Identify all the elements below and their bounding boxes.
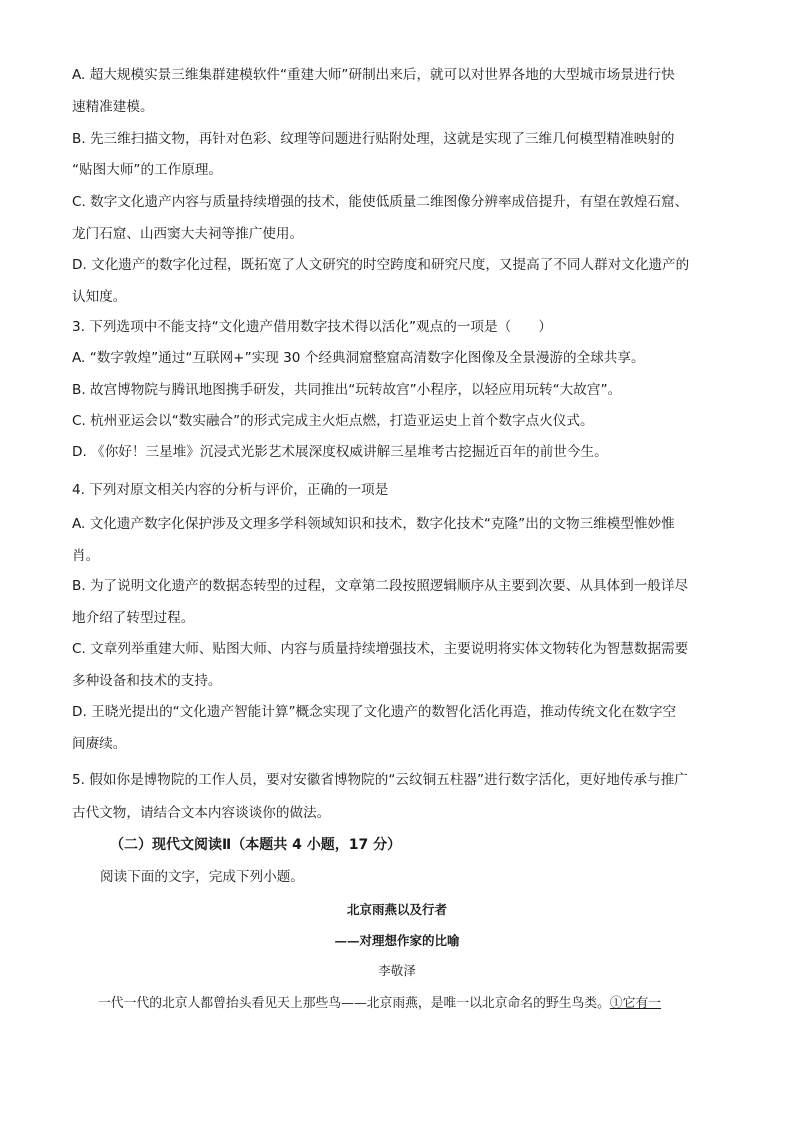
option-line: 间赓续。 (72, 736, 127, 752)
article-text: 一代一代的北京人都曾抬头看见天上那些鸟——北京雨燕，是唯一以北京命名的野生鸟类。 (98, 996, 610, 1011)
option-line: 地介绍了转型过程。 (72, 610, 195, 626)
option-line: 认知度。 (72, 289, 127, 305)
article-author: 李敬泽 (378, 963, 416, 978)
option-line: C. 文章列举重建大师、贴图大师、内容与质量持续增强技术，主要说明将实体文物转化为智慧数据需要 (72, 641, 689, 657)
option-line: 肖。 (72, 548, 100, 564)
option-line: D. 文化遗产的数字化过程，既拓宽了人文研究的时空跨度和研究尺度，又提高了不同人群对文化遗产的 (72, 257, 690, 273)
instruction-text: 阅读下面的文字，完成下列小题。 (100, 869, 304, 885)
question-5: 5. 假如你是博物院的工作人员，要对安徽省博物院的“云纹铜五柱器”进行数字活化，更好地传承与推广 (72, 772, 688, 788)
question-3: 3. 下列选项中不能支持“文化遗产借用数字技术得以活化”观点的一项是（ ） (72, 319, 552, 335)
option-line: C. 数字文化遗产内容与质量持续增强的技术，能使低质量二维图像分辨率成倍提升，有望在敦煌石窟、 (72, 194, 689, 210)
article-title: 北京雨燕以及行者 (346, 902, 447, 917)
article-first-line (98, 995, 718, 1013)
option-line: 龙门石窟、山西窦大夫祠等推广使用。 (72, 226, 304, 242)
option-line: A. “数字敦煌”通过“互联网+”实现 30 个经典洞窟整窟高清数字化图像及全景漫游的全球共享。 (72, 350, 645, 366)
article-underlined-text: ①它有一 (609, 996, 662, 1011)
option-line: D. 《你好！三星堆》沉浸式光影艺术展深度权威讲解三星堆考古挖掘近百年的前世今生。 (72, 444, 608, 460)
option-line: A. 文化遗产数字化保护涉及文理多学科领域知识和技术，数字化技术“克隆”出的文物三维模型惟妙惟 (72, 516, 675, 532)
option-line: B. 为了说明文化遗产的数据态转型的过程，文章第二段按照逻辑顺序从主要到次要、从具体到一般详尽 (72, 578, 689, 594)
option-line: B. 先三维扫描文物，再针对色彩、纹理等问题进行贴附处理，这就是实现了三维几何模型精准映射的 (72, 131, 675, 147)
option-line: 速精准建模。 (72, 99, 154, 115)
option-line: D. 王晓光提出的“文化遗产智能计算”概念实现了文化遗产的数智化活化再造，推动传统文化在数字空 (72, 704, 677, 720)
option-line: 多种设备和技术的支持。 (72, 673, 222, 689)
question-4: 4. 下列对原文相关内容的分析与评价，正确的一项是 (72, 482, 389, 498)
option-line: 古代文物，请结合文本内容谈谈你的做法。 (72, 805, 331, 821)
option-line: B. 故宫博物院与腾讯地图携手研发，共同推出“玩转故宫”小程序，以轻应用玩转“大故宫”。 (72, 382, 622, 398)
option-line: A. 超大规模实景三维集群建模软件“重建大师”研制出来后，就可以对世界各地的大型城市场景进行快 (72, 67, 675, 83)
option-line: “贴图大师”的工作原理。 (72, 162, 223, 178)
article-subtitle: ——对理想作家的比喻 (334, 933, 460, 948)
option-line: C. 杭州亚运会以“数实融合”的形式完成主火炬点燃，打造亚运史上首个数字点火仪式。 (72, 413, 594, 429)
section-title: （二）现代文阅读Ⅱ（本题共 4 小题，17 分） (110, 837, 402, 853)
